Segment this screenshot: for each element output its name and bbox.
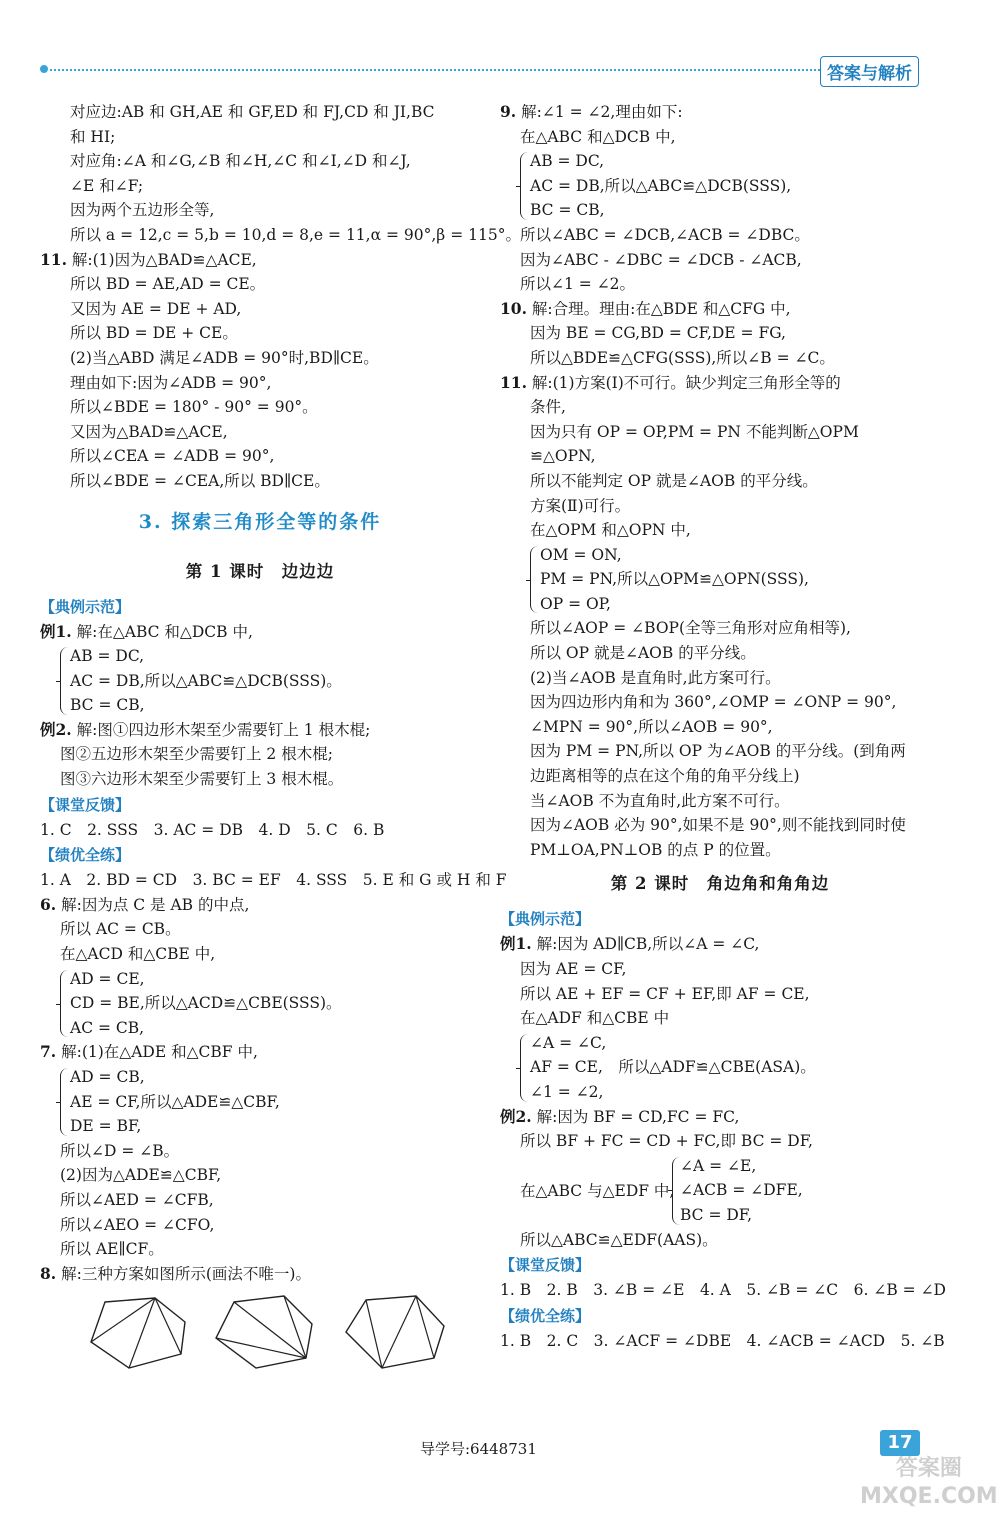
system-line: AD = CB, <box>70 1068 145 1086</box>
text-line: 所以 OP 就是∠AOB 的平分线。 <box>530 644 756 663</box>
text-line: 所以∠AEO = ∠CFO, <box>60 1215 215 1234</box>
question-number: 例2. <box>500 1106 532 1126</box>
text-line: 所以∠AOP = ∠BOP(全等三角形对应角相等), <box>530 619 851 638</box>
text-line: 所以∠CEA = ∠ADB = 90°, <box>70 447 275 466</box>
text-line: 对应边:AB 和 GH,AE 和 GF,ED 和 FJ,CD 和 JI,BC <box>70 103 435 121</box>
system-line: AC = DB,所以△ABC≌△DCB(SSS), <box>530 176 792 195</box>
example-2 <box>500 1105 940 1130</box>
system-line: CD = BE,所以△ACD≌△CBE(SSS)。 <box>70 994 342 1013</box>
practice-answers: 1. B 2. C 3. ∠ACF = ∠DBE 4. ∠ACB = ∠ACD 5. ∠B <box>500 1331 945 1350</box>
question-9 <box>500 100 940 125</box>
text-line: 所以∠1 = ∠2。 <box>520 275 636 294</box>
system-line: ∠1 = ∠2, <box>530 1082 604 1101</box>
watermark-text: MXQE.COM <box>860 1484 998 1509</box>
system-line: AC = CB, <box>70 1018 145 1037</box>
text-line: 所以∠BDE = ∠CEA,所以 BD∥CE。 <box>70 471 330 490</box>
text-line: 对应角:∠A 和∠G,∠B 和∠H,∠C 和∠I,∠D 和∠J, <box>70 152 411 171</box>
text-line: 在△ACD 和△CBE 中, <box>60 945 216 964</box>
question-number: 11. <box>500 372 527 392</box>
brace <box>520 152 529 220</box>
text-line: 解:(1)因为△BAD≌△ACE, <box>71 250 257 269</box>
section-title: 3. 探索三角形全等的条件 <box>138 510 382 533</box>
right-column <box>500 100 946 1354</box>
text-line: 条件, <box>530 398 566 417</box>
text-line: 所以 AE∥CF。 <box>60 1240 164 1259</box>
text-line: 又因为 AE = DE + AD, <box>70 299 242 318</box>
text-line: 和 HI; <box>70 127 116 146</box>
text-line: 所以△ABC≌△EDF(AAS)。 <box>520 1230 718 1249</box>
text-line: PM⊥OA,PN⊥OB 的点 P 的位置。 <box>530 840 781 859</box>
text-line: 在△ABC 和△DCB 中, <box>520 127 676 146</box>
hexagon-figure-2 <box>210 1292 320 1372</box>
lesson-title: 第 2 课时 角边角和角角边 <box>610 874 830 894</box>
question-number: 例1. <box>40 621 72 641</box>
equation-system <box>500 1031 940 1105</box>
text-line: 因为∠AOB 必为 90°,如果不是 90°,则不能找到同时使 <box>530 816 906 835</box>
watermark <box>860 1455 998 1511</box>
text-line: 所以∠D = ∠B。 <box>60 1141 180 1160</box>
watermark-text: 答案圈 <box>895 1456 962 1481</box>
question-8 <box>40 1262 480 1287</box>
tag-feedback: 【课堂反馈】 <box>500 1256 591 1275</box>
system-line: ∠A = ∠E, <box>680 1156 757 1175</box>
system-line: OP = OP, <box>540 594 611 613</box>
question-number: 8. <box>40 1263 57 1283</box>
text-line: 所以∠AED = ∠CFB, <box>60 1190 214 1209</box>
equation-system <box>40 1065 480 1139</box>
system-line: AD = CE, <box>70 969 145 988</box>
system-line: AB = DC, <box>530 152 605 171</box>
system-line: AF = CE, 所以△ADF≌△CBE(ASA)。 <box>530 1058 816 1077</box>
text-line: 因为 PM = PN,所以 OP 为∠AOB 的平分线。(到角两 <box>530 742 906 761</box>
text-line: 因为四边形内角和为 360°,∠OMP = ∠ONP = 90°, <box>530 693 897 712</box>
brace <box>60 970 69 1038</box>
text-line: 解:因为点 C 是 AB 的中点, <box>61 895 250 914</box>
equation-system <box>500 543 940 617</box>
system-line: BC = CB, <box>530 201 605 220</box>
system-line: PM = PN,所以△OPM≌△OPN(SSS), <box>540 570 809 589</box>
text-line: (2)因为△ADE≌△CBF, <box>60 1166 222 1185</box>
text-line: 所以△BDE≌△CFG(SSS),所以∠B = ∠C。 <box>530 348 835 367</box>
equation-system <box>40 644 480 718</box>
brace <box>520 1034 529 1102</box>
example-1 <box>40 620 480 645</box>
text-line: (2)当△ABD 满足∠ADB = 90°时,BD∥CE。 <box>70 348 379 367</box>
text-line: 因为 AE = CF, <box>520 960 627 978</box>
feedback-answers: 1. B 2. B 3. ∠B = ∠E 4. A 5. ∠B = ∠C 6. ∠B = ∠D <box>500 1281 946 1300</box>
question-10 <box>500 297 940 322</box>
text-line: ∠MPN = 90°,所以∠AOB = 90°, <box>530 717 773 736</box>
tag-example: 【典例示范】 <box>40 597 131 616</box>
text-line: 理由如下:因为∠ADB = 90°, <box>70 373 272 392</box>
example-1 <box>500 932 940 957</box>
feedback-answers: 1. C 2. SSS 3. AC = DB 4. D 5. C 6. B <box>40 820 385 839</box>
tag-example: 【典例示范】 <box>500 910 591 929</box>
brace <box>530 546 539 614</box>
hexagon-figure-3 <box>340 1292 450 1372</box>
text-line: 解:因为 AD∥CB,所以∠A = ∠C, <box>536 935 760 954</box>
text-line: 当∠AOB 不为直角时,此方案不可行。 <box>530 791 790 810</box>
system-line: AE = CF,所以△ADE≌△CBF, <box>70 1092 280 1111</box>
question-number: 9. <box>500 102 517 121</box>
text-line: 解:(1)方案(Ⅰ)不可行。缺少判定三角形全等的 <box>531 373 841 392</box>
text-line: 解:在△ABC 和△DCB 中, <box>76 622 253 641</box>
left-column <box>40 100 521 1372</box>
guide-number: 导学号:6448731 <box>420 1440 537 1458</box>
text-line: 图②五边形木架至少需要钉上 2 根木棍; <box>60 745 333 764</box>
page-number: 17 <box>880 1430 920 1456</box>
text-line: 所以 a = 12,c = 5,b = 10,d = 8,e = 11,α = 90°,β = 115°。 <box>70 225 521 244</box>
text-line: 解:合理。理由:在△BDE 和△CFG 中, <box>531 299 791 318</box>
text-line: 所以 BD = AE,AD = CE。 <box>70 275 266 294</box>
brace <box>60 647 69 715</box>
text-line: 因为只有 OP = OP,PM = PN 不能判断△OPM <box>530 422 859 441</box>
equation-system <box>500 1154 940 1228</box>
header-rule <box>45 69 820 71</box>
header-tag: 答案与解析 <box>820 56 919 87</box>
text-line: 因为∠ABC - ∠DBC = ∠DCB - ∠ACB, <box>520 250 802 269</box>
text-line: ∠E 和∠F; <box>70 176 144 195</box>
question-11 <box>40 248 480 273</box>
example-2 <box>40 718 480 743</box>
brace <box>60 1068 69 1136</box>
text-line: 所以 BD = DE + CE。 <box>70 324 238 343</box>
hexagon-figure-1 <box>85 1292 195 1372</box>
text-line: 因为两个五边形全等, <box>70 201 215 220</box>
text-line: 因为 BE = CG,BD = CF,DE = FG, <box>530 324 786 343</box>
text-line: 方案(Ⅱ)可行。 <box>530 496 631 515</box>
lesson-title: 第 1 课时 边边边 <box>185 561 335 581</box>
question-number: 6. <box>40 894 57 914</box>
text-line: (2)当∠AOB 是直角时,此方案可行。 <box>530 668 781 687</box>
tag-feedback: 【课堂反馈】 <box>40 795 131 814</box>
brace <box>672 1157 680 1225</box>
text-line: 解:(1)在△ADE 和△CBF 中, <box>61 1043 258 1062</box>
hexagon-figures <box>40 1292 480 1372</box>
text-line: 在△ABC 与△EDF 中, <box>520 1181 675 1200</box>
text-line: 所以∠BDE = 180° - 90° = 90°。 <box>70 398 318 417</box>
practice-answers: 1. A 2. BD = CD 3. BC = EF 4. SSS 5. E 和 G 或 H 和 F <box>40 871 507 890</box>
question-7 <box>40 1040 480 1065</box>
question-number: 11. <box>40 249 67 269</box>
system-line: DE = BF, <box>70 1117 142 1136</box>
system-line: AB = DC, <box>70 647 145 666</box>
question-11 <box>500 371 940 396</box>
system-line: BC = DF, <box>680 1205 753 1224</box>
text-line: 所以 AC = CB。 <box>60 920 181 939</box>
system-line: AC = DB,所以△ABC≌△DCB(SSS)。 <box>70 671 342 690</box>
text-line: 解:图①四边形木架至少需要钉上 1 根木棍; <box>76 720 371 739</box>
text-line: 所以 BF + FC = CD + FC,即 BC = DF, <box>520 1132 813 1151</box>
text-line: 又因为△BAD≌△ACE, <box>70 422 228 441</box>
equation-system <box>40 967 480 1041</box>
text-line: 在△ADF 和△CBE 中 <box>520 1009 670 1028</box>
text-line: 所以 AE + EF = CF + EF,即 AF = CE, <box>520 984 810 1003</box>
text-line: 边距离相等的点在这个角的角平分线上) <box>530 767 800 786</box>
text-line: 在△OPM 和△OPN 中, <box>530 521 691 540</box>
question-number: 7. <box>40 1042 57 1062</box>
text-line: 图③六边形木架至少需要钉上 3 根木棍。 <box>60 770 344 789</box>
question-number: 例1. <box>500 934 532 954</box>
text-line: 所以∠ABC = ∠DCB,∠ACB = ∠DBC。 <box>520 225 810 244</box>
text-line: 所以不能判定 OP 就是∠AOB 的平分线。 <box>530 471 818 490</box>
question-number: 例2. <box>40 719 72 739</box>
tag-practice: 【绩优全练】 <box>40 846 131 865</box>
system-line: BC = CB, <box>70 696 145 715</box>
tag-practice: 【绩优全练】 <box>500 1306 591 1325</box>
text-line: 解:∠1 = ∠2,理由如下: <box>521 103 683 121</box>
question-number: 10. <box>500 298 527 318</box>
system-line: OM = ON, <box>540 545 622 564</box>
text-line: 解:因为 BF = CD,FC = FC, <box>536 1107 740 1126</box>
equation-system <box>500 149 940 223</box>
text-line: 解:三种方案如图所示(画法不唯一)。 <box>61 1264 311 1283</box>
question-6 <box>40 893 480 918</box>
system-line: ∠A = ∠C, <box>530 1033 607 1052</box>
text-line: ≌△OPN, <box>530 447 596 466</box>
system-line: ∠ACB = ∠DFE, <box>680 1181 803 1200</box>
